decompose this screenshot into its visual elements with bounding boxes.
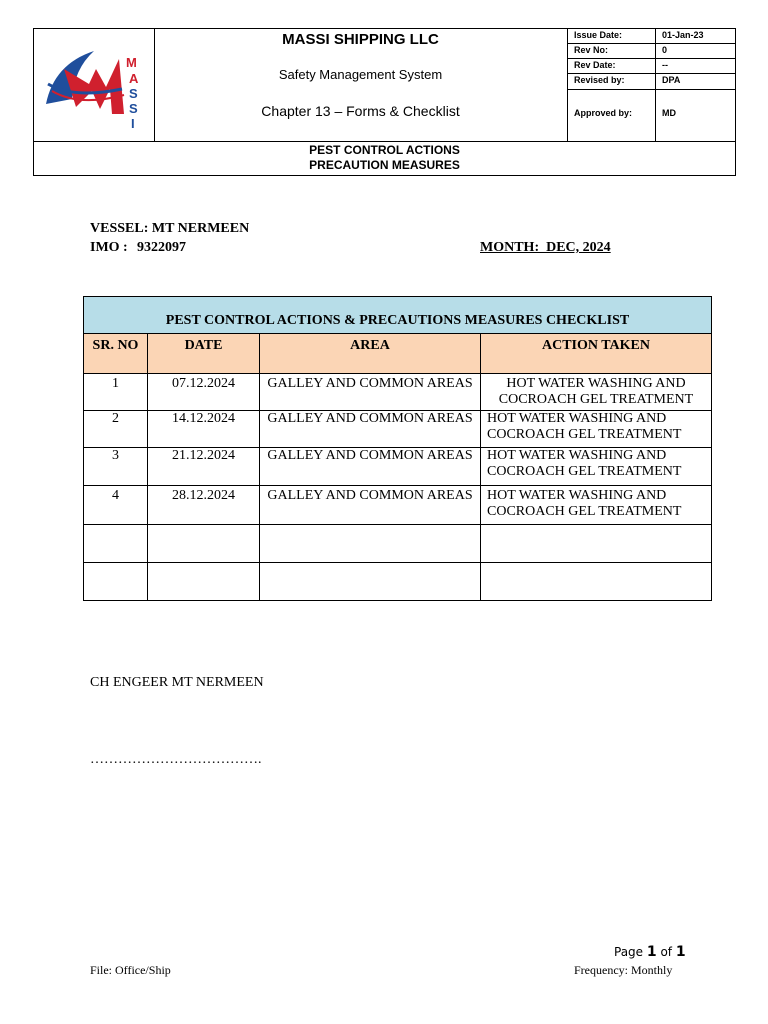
svg-text:S: S <box>129 86 138 101</box>
meta-value: DPA <box>662 75 681 85</box>
column-header-date: DATE <box>148 334 260 373</box>
cell-area: GALLEY AND COMMON AREAS <box>260 448 481 485</box>
svg-text:M: M <box>126 55 137 70</box>
cell-empty <box>84 563 148 600</box>
action-line-2: COCROACH GEL TREATMENT <box>498 392 694 407</box>
meta-row-approved-by <box>567 90 735 141</box>
column-header-sr-no: SR. NO <box>84 334 148 373</box>
cell-empty <box>148 563 260 600</box>
system-name: Safety Management System <box>278 67 443 82</box>
cell-action-taken <box>481 411 711 447</box>
table-header-row <box>84 334 711 374</box>
table-row <box>84 486 711 525</box>
company-name: MASSI SHIPPING LLC <box>282 31 439 48</box>
meta-key: Rev Date: <box>574 60 616 70</box>
meta-key: Rev No: <box>574 45 609 55</box>
cell-action-taken <box>481 374 711 410</box>
meta-value: 01-Jan-23 <box>662 30 704 40</box>
page-total: 1 <box>675 944 686 960</box>
cell-area: GALLEY AND COMMON AREAS <box>260 486 481 524</box>
svg-text:I: I <box>131 116 135 131</box>
page-word: Page <box>614 945 644 959</box>
meta-key: Issue Date: <box>574 30 623 40</box>
column-header-area: AREA <box>260 334 481 373</box>
meta-key: Approved by: <box>574 108 633 118</box>
cell-empty <box>148 525 260 562</box>
column-header-action-taken: ACTION TAKEN <box>541 338 650 353</box>
table-row <box>84 374 711 411</box>
table-row <box>84 411 711 448</box>
meta-value: 0 <box>662 45 668 55</box>
action-line-1: HOT WATER WASHING AND <box>487 448 667 463</box>
svg-text:S: S <box>129 101 138 116</box>
table-row-empty <box>84 563 711 600</box>
cell-area: GALLEY AND COMMON AREAS <box>260 374 481 410</box>
meta-value: MD <box>662 108 676 118</box>
action-line-1: HOT WATER WASHING AND <box>506 376 686 391</box>
cell-empty <box>260 525 481 562</box>
cell-sr-no: 3 <box>84 448 148 485</box>
massi-logo-icon <box>34 29 154 141</box>
action-line-2: COCROACH GEL TREATMENT <box>487 464 682 479</box>
cell-empty <box>481 563 711 600</box>
action-line-2: COCROACH GEL TREATMENT <box>487 504 682 519</box>
pest-control-checklist-table <box>83 296 712 601</box>
table-title: PEST CONTROL ACTIONS & PRECAUTIONS MEASURES CHECKLIST <box>84 297 711 334</box>
of-word: of <box>660 945 673 959</box>
cell-sr-no: 1 <box>84 374 148 410</box>
cell-empty <box>260 563 481 600</box>
meta-row-revised-by <box>567 74 735 90</box>
cell-area: GALLEY AND COMMON AREAS <box>260 411 481 447</box>
signature-line: ………………………………. <box>90 752 262 767</box>
subtitle-line-2: PRECAUTION MEASURES <box>309 158 460 172</box>
subtitle-line-1: PEST CONTROL ACTIONS <box>309 143 460 157</box>
cell-date: 14.12.2024 <box>148 411 260 447</box>
title-cell <box>154 29 568 141</box>
cell-sr-no: 4 <box>84 486 148 524</box>
cell-sr-no: 2 <box>84 411 148 447</box>
document-header <box>33 28 736 176</box>
cell-date: 07.12.2024 <box>148 374 260 410</box>
cell-action-taken <box>481 448 711 485</box>
action-line-1: HOT WATER WASHING AND <box>487 411 667 426</box>
logo-cell <box>34 29 155 141</box>
table-row <box>84 448 711 486</box>
meta-row-rev-date <box>567 59 735 74</box>
chapter-title: Chapter 13 – Forms & Checklist <box>261 103 460 119</box>
document-meta <box>567 29 735 141</box>
imo-label: IMO : <box>90 240 128 255</box>
svg-text:A: A <box>129 71 139 86</box>
vessel-name: VESSEL: MT NERMEEN <box>90 221 250 236</box>
page-current: 1 <box>646 944 657 960</box>
cell-empty <box>84 525 148 562</box>
cell-date: 21.12.2024 <box>148 448 260 485</box>
cell-empty <box>481 525 711 562</box>
action-line-1: HOT WATER WASHING AND <box>487 488 667 503</box>
page-number <box>614 944 686 960</box>
imo-value: 9322097 <box>137 240 186 255</box>
report-month: MONTH: DEC, 2024 <box>480 240 611 255</box>
frequency: Frequency: Monthly <box>574 963 673 977</box>
cell-action-taken <box>481 486 711 524</box>
form-subtitle <box>34 141 735 175</box>
meta-row-issue-date <box>567 29 735 44</box>
file-location: File: Office/Ship <box>90 963 171 977</box>
meta-key: Revised by: <box>574 75 625 85</box>
signatory-name: CH ENGEER MT NERMEEN <box>90 675 264 690</box>
meta-row-rev-no <box>567 44 735 59</box>
action-line-2: COCROACH GEL TREATMENT <box>487 427 682 442</box>
table-row-empty <box>84 525 711 563</box>
cell-date: 28.12.2024 <box>148 486 260 524</box>
meta-value: -- <box>662 60 668 70</box>
